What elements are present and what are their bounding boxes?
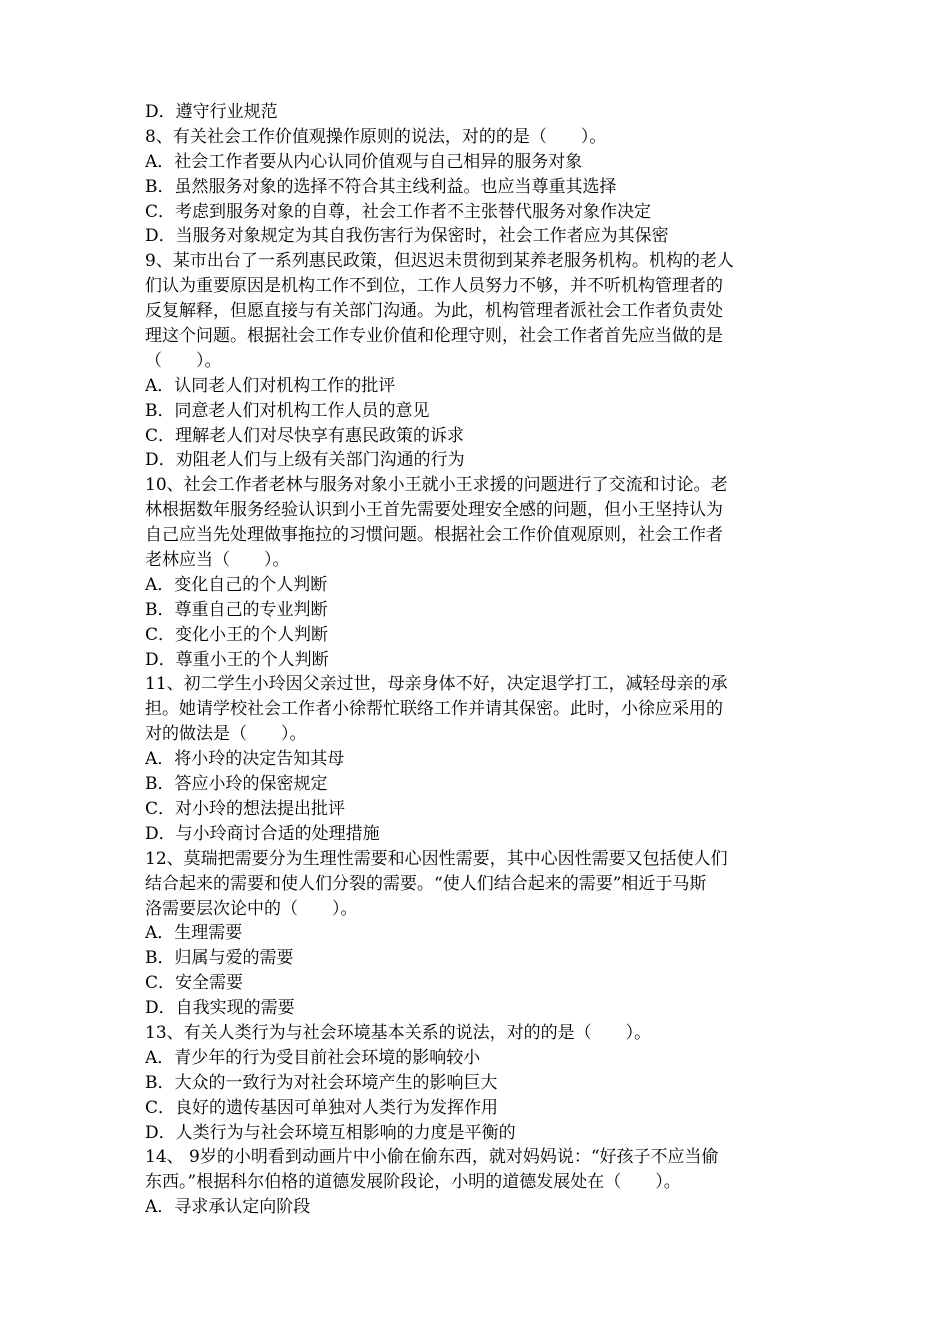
text-line: （ ）。: [145, 350, 222, 371]
question-13-stem: 13、有关人类行为与社会环境基本关系的说法，对的的是（ ）。: [145, 1022, 652, 1043]
option-line: D．尊重小王的个人判断: [145, 649, 329, 670]
option-line: A．寻求承认定向阶段: [145, 1197, 311, 1218]
option-line: A．生理需要: [145, 923, 243, 944]
option-line: B．虽然服务对象的选择不符合其主线利益。也应当尊重其选择: [145, 176, 617, 197]
option-line: C．理解老人们对尽快享有惠民政策的诉求: [145, 425, 465, 446]
text-line: 老林应当（ ）。: [145, 550, 290, 571]
document-body: [145, 100, 815, 1220]
text-line: 自己应当先处理做事拖拉的习惯问题。根据社会工作价值观原则，社会工作者: [145, 525, 723, 546]
option-line: A．变化自己的个人判断: [145, 574, 328, 595]
question-10-stem: 10、社会工作者老林与服务对象小王就小王求援的问题进行了交流和讨论。老: [145, 475, 728, 496]
text-line: 反复解释，但愿直接与有关部门沟通。为此，机构管理者派社会工作者负责处: [145, 301, 723, 322]
option-line: B．归属与爱的需要: [145, 948, 294, 969]
text-line: 林根据数年服务经验认识到小王首先需要处理安全感的问题，但小王坚持认为: [145, 500, 723, 521]
option-line: C．考虑到服务对象的自尊，社会工作者不主张替代服务对象作决定: [145, 201, 652, 222]
question-12-stem: 12、莫瑞把需要分为生理性需要和心因性需要，其中心因性需要又包括使人们: [145, 848, 728, 869]
option-line: D．劝阻老人们与上级有关部门沟通的行为: [145, 450, 465, 471]
option-line: D．当服务对象规定为其自我伤害行为保密时，社会工作者应为其保密: [145, 226, 669, 247]
text-line: 理这个问题。根据社会工作专业价值和伦理守则，社会工作者首先应当做的是: [145, 326, 723, 347]
option-line: D．人类行为与社会环境互相影响的力度是平衡的: [145, 1122, 516, 1143]
option-line: C．安全需要: [145, 973, 244, 994]
option-line: A．青少年的行为受目前社会环境的影响较小: [145, 1047, 481, 1068]
option-line: A．社会工作者要从内心认同价值观与自己相异的服务对象: [145, 151, 583, 172]
text-line: 结合起来的需要和使人们分裂的需要。“使人们结合起来的需要”相近于马斯: [145, 873, 707, 894]
question-14-stem: 14、 9岁的小明看到动画片中小偷在偷东西，就对妈妈说：“好孩子不应当偷: [145, 1147, 719, 1168]
question-8-stem: 8、有关社会工作价值观操作原则的说法，对的的是（ ）。: [145, 126, 607, 147]
text-line: 东西。”根据科尔伯格的道德发展阶段论，小明的道德发展处在（ ）。: [145, 1172, 681, 1193]
option-line: D．自我实现的需要: [145, 998, 295, 1019]
text-line: 担。她请学校社会工作者小徐帮忙联络工作并请其保密。此时，小徐应采用的: [145, 699, 723, 720]
option-line: B．大众的一致行为对社会环境产生的影响巨大: [145, 1072, 498, 1093]
option-line: C．对小玲的想法提出批评: [145, 798, 346, 819]
option-line: A．认同老人们对机构工作的批评: [145, 375, 396, 396]
option-line: B．尊重自己的专业判断: [145, 599, 328, 620]
option-line: B．同意老人们对机构工作人员的意见: [145, 400, 430, 421]
text-line: 对的做法是（ ）。: [145, 724, 307, 745]
option-line: A．将小玲的决定告知其母: [145, 749, 345, 770]
text-line: D．遵守行业规范: [145, 102, 278, 122]
option-line: C．良好的遗传基因可单独对人类行为发挥作用: [145, 1097, 499, 1118]
text-line: 们认为重要原因是机构工作不到位，工作人员努力不够，并不听机构管理者的: [145, 276, 723, 297]
question-9-stem: 9、某市出台了一系列惠民政策，但迟迟未贯彻到某养老服务机构。机构的老人: [145, 251, 734, 272]
option-line: C．变化小王的个人判断: [145, 624, 329, 645]
text-line: 洛需要层次论中的（ ）。: [145, 898, 358, 919]
option-line: B．答应小玲的保密规定: [145, 774, 328, 795]
option-line: D．与小玲商讨合适的处理措施: [145, 823, 380, 844]
question-11-stem: 11、初二学生小玲因父亲过世，母亲身体不好，决定退学打工，减轻母亲的承: [145, 674, 728, 695]
